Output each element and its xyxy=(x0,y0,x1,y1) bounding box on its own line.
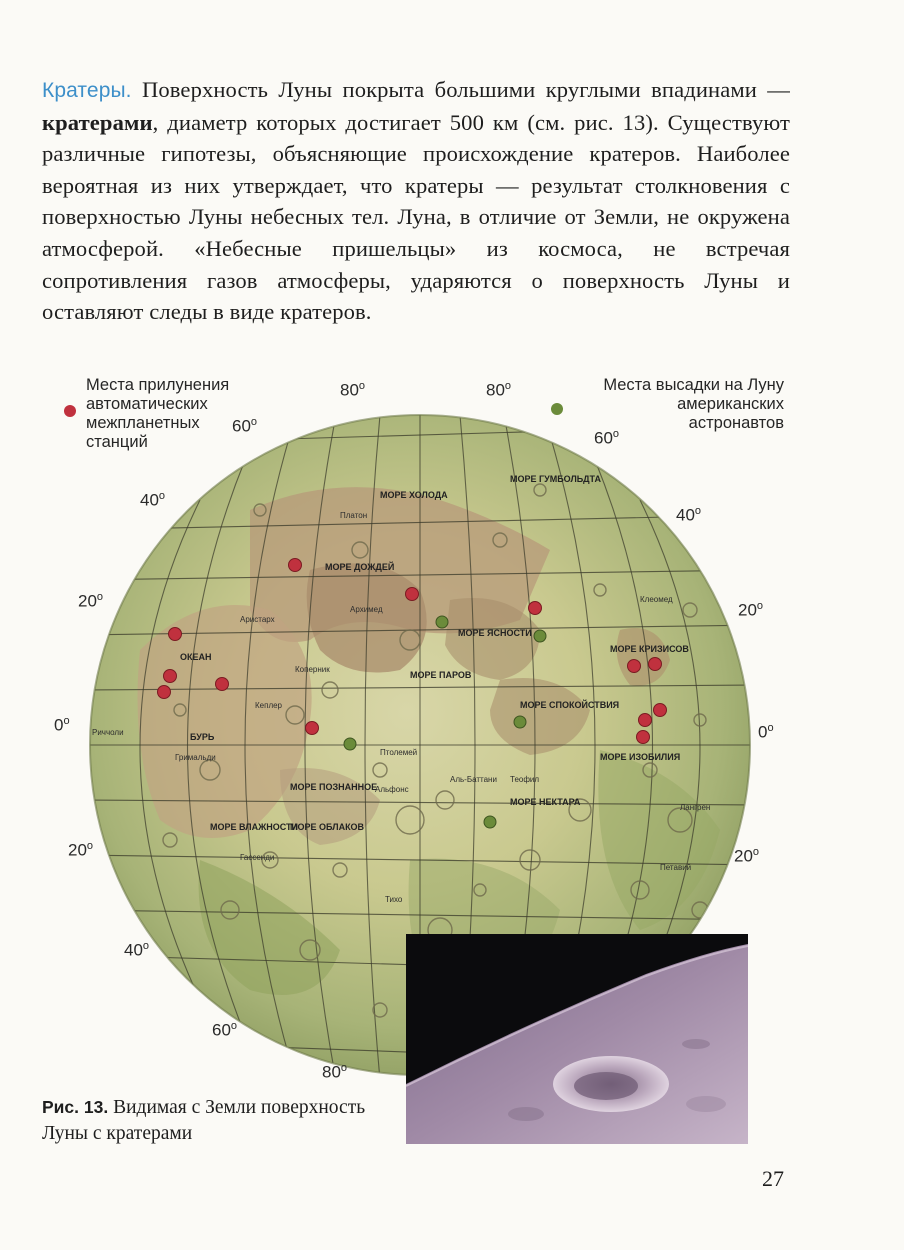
coord-upper-right: $60^о$ xyxy=(594,428,620,448)
landing-site-station xyxy=(169,628,182,641)
map-label-ptolemy: Птолемей xyxy=(380,748,418,757)
legend-right-line: Места высадки на Луну xyxy=(603,376,784,394)
coord-top-left: $80^о$ xyxy=(340,380,366,400)
legend-right-line: американских xyxy=(677,395,784,413)
map-label-petavius: Петавий xyxy=(660,863,692,872)
map-label-sea-cold: МОРЕ ХОЛОДА xyxy=(380,490,448,500)
coord-right-0: $0^о$ xyxy=(758,722,774,742)
coord-right-20n: $20^о$ xyxy=(738,600,764,620)
map-label-aristarchus: Аристарх xyxy=(240,615,275,624)
map-label-grimaldi: Гримальди xyxy=(175,753,216,762)
map-label-sea-clarity: МОРЕ ЯСНОСТИ xyxy=(458,628,532,638)
landing-site-station xyxy=(158,686,171,699)
map-label-sea-clouds: МОРЕ ОБЛАКОВ xyxy=(290,822,365,832)
coord-mid-upper-right: $40^о$ xyxy=(676,505,702,525)
landing-site-station xyxy=(216,678,229,691)
landing-site-astronauts xyxy=(344,738,356,750)
map-label-sea-rains: МОРЕ ДОЖДЕЙ xyxy=(325,562,395,572)
map-label-kepler: Кеплер xyxy=(255,701,283,710)
paragraph-bold-term: кратерами xyxy=(42,109,153,135)
landing-site-station xyxy=(529,602,542,615)
coord-left-0: $0^о$ xyxy=(54,715,70,735)
map-label-plato: Платон xyxy=(340,511,368,520)
paragraph-text-1: Поверхность Луны покрыта большими круглыми впадинами — xyxy=(131,77,790,102)
map-label-riccioli: Риччоли xyxy=(92,728,124,737)
paragraph-lead: Кратеры. xyxy=(42,79,132,102)
coord-right-20s: $20^о$ xyxy=(734,846,760,866)
lunar-surface-photo xyxy=(406,934,748,1144)
map-label-sea-moisture: МОРЕ ВЛАЖНОСТИ xyxy=(210,822,298,832)
landing-site-astronauts xyxy=(514,716,526,728)
figure-number: Рис. 13. xyxy=(42,1097,109,1117)
map-label-sea-knowledge: МОРЕ ПОЗНАННОЕ xyxy=(290,782,378,792)
map-label-gassendi: Гассенди xyxy=(240,853,275,862)
map-label-sea-fertility: МОРЕ ИЗОБИЛИЯ xyxy=(600,752,681,762)
legend-left-line: станций xyxy=(86,433,148,451)
figure-caption xyxy=(42,1094,402,1147)
map-label-ocean: ОКЕАН xyxy=(180,652,212,662)
landing-site-station xyxy=(628,660,641,673)
coord-top-right: $80^о$ xyxy=(486,380,512,400)
crater-paragraph xyxy=(42,74,790,328)
map-label-sea-nectar: МОРЕ НЕКТАРА xyxy=(510,797,581,807)
legend-red-dot-icon xyxy=(64,405,76,417)
legend-left-line: межпланетных xyxy=(86,414,200,432)
landing-site-station xyxy=(639,714,652,727)
coord-left-20n: $20^о$ xyxy=(78,591,104,611)
coord-lower-left: $40^о$ xyxy=(124,940,150,960)
landing-site-station xyxy=(649,658,662,671)
map-label-cleomedes: Клеомед xyxy=(640,595,673,604)
landing-site-station xyxy=(654,704,667,717)
coord-bottom: $80^о$ xyxy=(322,1062,348,1082)
landing-site-station xyxy=(289,559,302,572)
legend-left-line: Места прилунения xyxy=(86,376,230,394)
landing-site-station xyxy=(406,588,419,601)
map-label-langren: Лангрен xyxy=(680,803,711,812)
landing-site-station xyxy=(637,731,650,744)
map-label-sea-crises: МОРЕ КРИЗИСОВ xyxy=(610,644,689,654)
map-label-theophilus: Теофил xyxy=(510,775,540,784)
paragraph-text-2: , диаметр которых достигает 500 км (см. рис. 13). Существуют различные гипотезы, объясняющие происхождение кратеров. Наиболее вероятная из них утверждает, что кратеры — результат столкновения с поверхностью Луны небесных тел. Луна, в отличие от Земли, не окружена атмосферой. «Небесные пришельцы» из космоса, не встречая сопротивления газов атмосферы, ударяются о поверхность Луны и оставляют следы в виде кратеров. xyxy=(42,109,790,325)
landing-site-station xyxy=(164,670,177,683)
landing-site-astronauts xyxy=(484,816,496,828)
coord-upper-left: $60^о$ xyxy=(232,416,258,436)
map-label-storms: БУРЬ xyxy=(190,732,215,742)
legend-right-line: астронавтов xyxy=(688,414,784,432)
coord-mid-upper-left: $40^о$ xyxy=(140,490,166,510)
legend-left-line: автоматических xyxy=(86,395,208,413)
map-label-copernicus: Коперник xyxy=(295,665,330,674)
page-number: 27 xyxy=(762,1166,784,1191)
landing-site-astronauts xyxy=(436,616,448,628)
coord-bottom-left: $60^о$ xyxy=(212,1020,238,1040)
map-label-tycho: Тихо xyxy=(385,895,403,904)
landing-site-astronauts xyxy=(534,630,546,642)
map-label-albategnius: Аль-Баттани xyxy=(450,775,497,784)
coord-left-20s: $20^о$ xyxy=(68,840,94,860)
map-label-sea-humboldt: МОРЕ ГУМБОЛЬДТА xyxy=(510,474,601,484)
figure-caption-text: Видимая с Земли поверхность Луны с кратерами xyxy=(42,1097,366,1144)
map-label-sea-vapors: МОРЕ ПАРОВ xyxy=(410,670,472,680)
map-label-sea-tranquility: МОРЕ СПОКОЙСТВИЯ xyxy=(520,700,620,710)
map-label-archimedes: Архимед xyxy=(350,605,383,614)
map-label-alphonsus: Альфонс xyxy=(375,785,409,794)
landing-site-station xyxy=(306,722,319,735)
